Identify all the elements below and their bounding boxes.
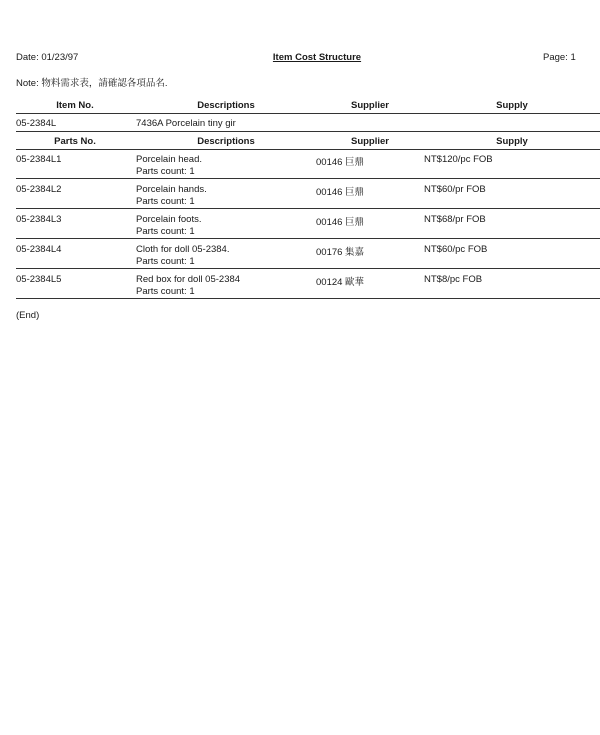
divider — [16, 298, 600, 299]
part-no: 05-2384L3 — [16, 214, 62, 225]
part-count: Parts count: 1 — [136, 256, 195, 267]
divider — [16, 131, 600, 132]
part-supply: NT$68/pr FOB — [424, 214, 486, 225]
part-count: Parts count: 1 — [136, 286, 195, 297]
header-supplier: Supplier — [350, 100, 389, 111]
part-count: Parts count: 1 — [136, 166, 195, 177]
header-parts-no: Parts No. — [54, 136, 96, 147]
part-no: 05-2384L1 — [16, 154, 62, 165]
page-number: Page: 1 — [543, 52, 576, 63]
part-supplier: 00124 歐華 — [316, 277, 365, 288]
part-count: Parts count: 1 — [136, 196, 195, 207]
divider — [16, 238, 600, 239]
divider — [16, 178, 600, 179]
part-description: Porcelain head. Parts count: 1 — [136, 154, 203, 177]
part-no: 05-2384L2 — [16, 184, 62, 195]
part-supply: NT$60/pr FOB — [424, 184, 486, 195]
report-title: Item Cost Structure — [272, 52, 362, 63]
part-supplier: 00146 巨鼎 — [316, 217, 365, 228]
part-description: Cloth for doll 05-2384. Parts count: 1 — [136, 244, 230, 267]
part-count: Parts count: 1 — [136, 226, 195, 237]
item-no: 05-2384L — [16, 118, 57, 129]
report-date: Date: 01/23/97 — [16, 52, 79, 63]
part-supplier: 00146 巨鼎 — [316, 187, 365, 198]
item-description: 7436A Porcelain tiny gir — [136, 118, 236, 129]
header-item-no: Item No. — [56, 100, 94, 111]
divider — [16, 208, 600, 209]
header-supplier: Supplier — [350, 136, 389, 147]
divider — [16, 113, 600, 114]
header-supply: Supply — [496, 100, 528, 111]
part-description: Porcelain foots. Parts count: 1 — [136, 214, 202, 237]
end-marker: (End) — [16, 310, 40, 321]
part-no: 05-2384L5 — [16, 274, 62, 285]
divider — [16, 268, 600, 269]
part-supplier: 00176 集嘉 — [316, 247, 365, 258]
part-no: 05-2384L4 — [16, 244, 62, 255]
part-supply: NT$120/pc FOB — [424, 154, 493, 165]
part-supplier: 00146 巨鼎 — [316, 157, 365, 168]
part-supply: NT$8/pc FOB — [424, 274, 483, 285]
header-descriptions: Descriptions — [197, 136, 255, 147]
note-text: Note: 物料需求表，請確認各項品名. — [16, 78, 168, 89]
part-supply: NT$60/pc FOB — [424, 244, 488, 255]
divider — [16, 149, 600, 150]
part-description: Porcelain hands. Parts count: 1 — [136, 184, 207, 207]
part-description: Red box for doll 05-2384 Parts count: 1 — [136, 274, 241, 297]
header-supply: Supply — [496, 136, 528, 147]
header-descriptions: Descriptions — [197, 100, 255, 111]
